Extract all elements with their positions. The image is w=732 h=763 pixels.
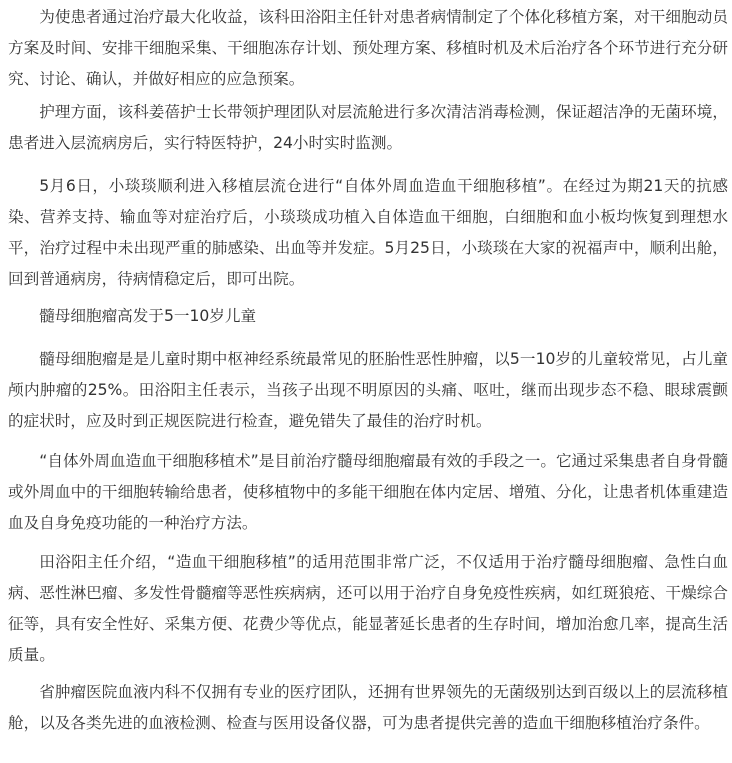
section-heading-medulloblastoma: 髓母细胞瘤高发于5一10岁儿童 [39, 307, 257, 325]
paragraph-transplant-progress: 5月6日，小琰琰顺利进入移植层流仓进行“自体外周血造血干细胞移植”。在经过为期21天的抗感染、营养支持、输血等对症治疗后，小琰琰成功植入自体造血干细胞，白细胞和血小板均恢复到理想水平，治疗过程中未出现严重的肺感染、出血等并发症。5月25日，小琰琰在大家的祝福声中，顺利出舱，回到普通病房，待病情稳定后，即可出院。 [8, 177, 728, 288]
paragraph-scope: 田浴阳主任介绍，“造血干细胞移植”的适用范围非常广泛，不仅适用于治疗髓母细胞瘤、急性白血病、恶性淋巴瘤、多发性骨髓瘤等恶性疾病病，还可以用于治疗自身免疫性疾病，如红斑狼疮、干燥综合征等，具有安全性好、采集方便、花费少等优点，能显著延长患者的生存时间，增加治愈几率，提高生活质量。 [8, 553, 728, 664]
paragraph-treatment-plan: 为使患者通过治疗最大化收益，该科田浴阳主任针对患者病情制定了个体化移植方案，对干细胞动员方案及时间、安排干细胞采集、干细胞冻存计划、预处理方案、移植时机及术后治疗各个环节进行充分研究、讨论、确认，并做好相应的应急预案。 [8, 8, 728, 88]
paragraph-hospital: 省肿瘤医院血液内科不仅拥有专业的医疗团队，还拥有世界领先的无菌级别达到百级以上的层流移植舱，以及各类先进的血液检测、检查与医用设备仪器，可为患者提供完善的造血干细胞移植治疗条件。 [8, 683, 728, 732]
paragraph-transplant-method: “自体外周血造血干细胞移植术”是目前治疗髓母细胞瘤最有效的手段之一。它通过采集患者自身骨髓或外周血中的干细胞转输给患者，使移植物中的多能干细胞在体内定居、增殖、分化，让患者机体重建造血及自身免疫功能的一种治疗方法。 [8, 452, 728, 532]
paragraph-medulloblastoma-info: 髓母细胞瘤是是儿童时期中枢神经系统最常见的胚胎性恶性肿瘤，以5一10岁的儿童较常见，占儿童颅内肿瘤的25%。田浴阳主任表示，当孩子出现不明原因的头痛、呕吐，继而出现步态不稳、眼球震颤的症状时，应及时到正规医院进行检查，避免错失了最佳的治疗时机。 [8, 350, 728, 430]
paragraph-nursing: 护理方面，该科姜蓓护士长带领护理团队对层流舱进行多次清洁消毒检测，保证超洁净的无菌环境，患者进入层流病房后，实行特医特护，24小时实时监测。 [8, 103, 728, 152]
